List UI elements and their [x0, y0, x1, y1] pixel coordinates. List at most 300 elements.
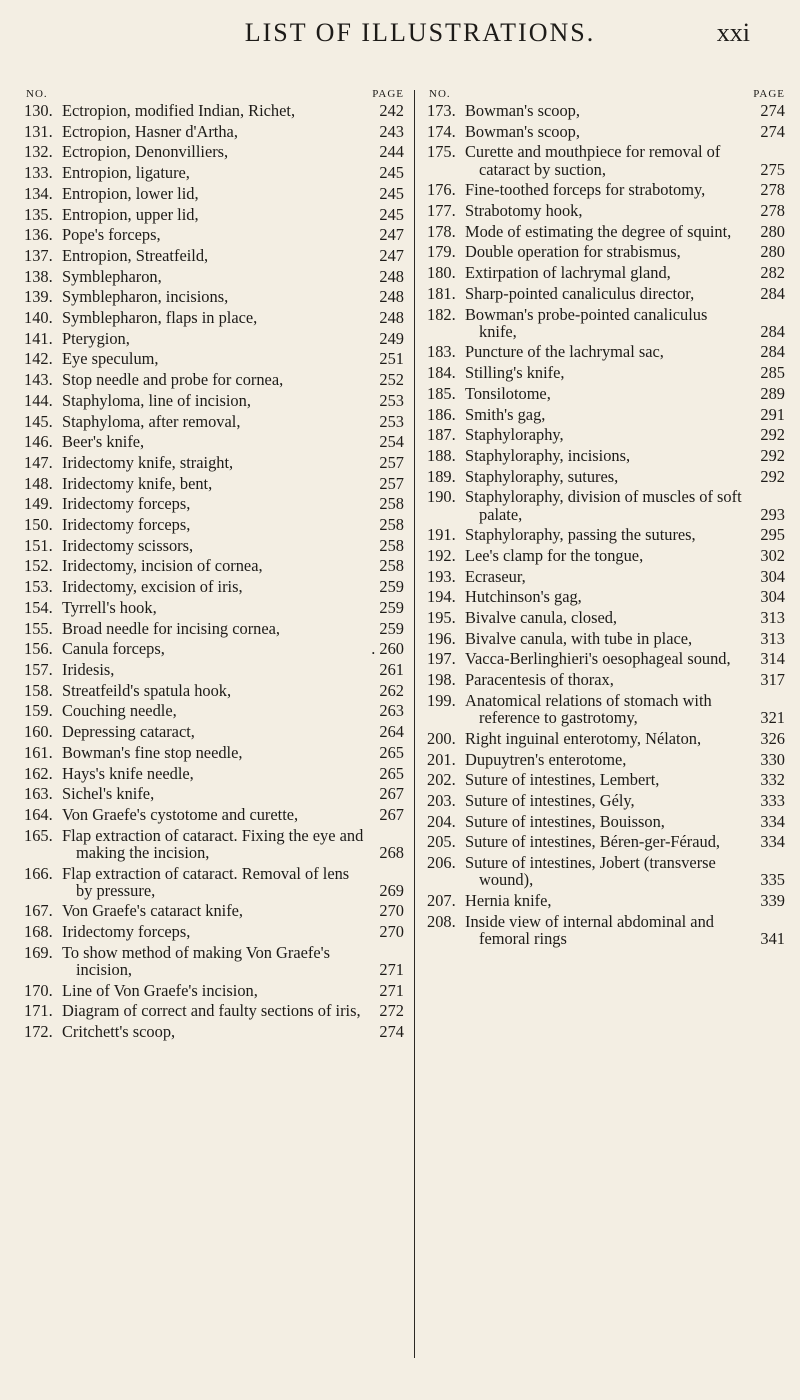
illustration-entry: [24, 516, 404, 533]
entry-page: 259: [379, 577, 404, 597]
entry-title: Beer's knife,: [62, 432, 145, 452]
entry-page: 335: [760, 870, 785, 890]
illustration-entry: [427, 123, 785, 140]
illustration-entry: [24, 785, 404, 802]
entry-title: Flap extraction of cataract. Removal of lens by pressure,: [62, 863, 350, 900]
entry-title: Staphyloma, line of incision,: [62, 390, 251, 410]
entry-number: 134.: [24, 183, 53, 203]
entry-number: 130.: [24, 101, 53, 120]
entry-page: 289: [760, 383, 785, 403]
entry-title: Iridectomy knife, straight,: [62, 452, 234, 472]
entry-title: Entropion, lower lid,: [62, 183, 199, 203]
entry-title: Iridectomy forceps,: [62, 515, 191, 535]
entry-number: 155.: [24, 618, 53, 638]
illustration-entry: [24, 982, 404, 999]
entry-number: 154.: [24, 597, 53, 617]
entry-number: 208.: [427, 911, 456, 931]
entry-title: Ectropion, Denonvilliers,: [62, 142, 229, 162]
entry-title: Anatomical relations of stomach with reference to gastrotomy,: [465, 690, 712, 728]
left-column: [24, 88, 404, 1044]
entry-number: 165.: [24, 825, 53, 845]
entry-page: 271: [379, 960, 404, 980]
entry-title: Bivalve canula, closed,: [465, 608, 618, 628]
entry-number: 140.: [24, 308, 53, 328]
illustration-entry: [24, 827, 404, 861]
entry-page: 274: [760, 121, 785, 141]
entry-page: 243: [379, 121, 404, 141]
illustration-entry: [24, 640, 404, 657]
entry-number: 175.: [427, 142, 456, 162]
illustration-entry: [24, 944, 404, 978]
entry-number: 143.: [24, 370, 53, 390]
entry-number: 137.: [24, 245, 53, 265]
entry-number: 168.: [24, 922, 53, 942]
entry-number: 177.: [427, 201, 456, 221]
illustration-entry: [24, 143, 404, 160]
entry-number: 149.: [24, 494, 53, 514]
entry-number: 145.: [24, 411, 53, 431]
entry-page: 274: [379, 1022, 404, 1042]
entry-number: 173.: [427, 101, 456, 120]
column-header-page: PAGE: [753, 88, 785, 100]
entry-page: 271: [379, 980, 404, 1000]
illustration-entry: [427, 692, 785, 726]
illustration-entry: [24, 226, 404, 243]
illustration-entry: [24, 433, 404, 450]
illustration-entry: [427, 913, 785, 947]
illustration-entry: [24, 309, 404, 326]
entry-page: 251: [379, 349, 404, 369]
entry-number: 194.: [427, 587, 456, 607]
illustration-entry: [24, 164, 404, 181]
entry-page: 245: [379, 183, 404, 203]
column-header-no: NO.: [429, 88, 451, 100]
entry-number: 158.: [24, 680, 53, 700]
illustration-entry: [427, 264, 785, 281]
entry-title: Von Graefe's cystotome and curette,: [62, 804, 299, 824]
entry-title: Suture of intestines, Gély,: [465, 790, 635, 810]
entry-title: Flap extraction of cataract. Fixing the eye and making the incision,: [62, 825, 364, 862]
entry-title: Couching needle,: [62, 701, 177, 721]
entry-number: 203.: [427, 790, 456, 810]
entry-number: 206.: [427, 853, 456, 873]
entry-title: Streatfeild's spatula hook,: [62, 680, 232, 700]
entry-title: Suture of intestines, Jobert (transverse wound),: [465, 853, 716, 890]
illustration-entry: [427, 202, 785, 219]
entry-title: Bowman's scoop,: [465, 121, 580, 141]
illustration-entry: [427, 892, 785, 909]
entry-page: 259: [379, 597, 404, 617]
entry-title: Suture of intestines, Bouisson,: [465, 811, 665, 831]
illustration-entry: [24, 923, 404, 940]
illustration-entry: [427, 181, 785, 198]
entry-title: Stilling's knife,: [465, 363, 565, 383]
entry-number: 157.: [24, 659, 53, 679]
entry-title: Bowman's fine stop needle,: [62, 742, 243, 762]
entry-number: 176.: [427, 180, 456, 200]
illustration-entry: [24, 495, 404, 512]
illustration-entry: [427, 730, 785, 747]
entry-title: Entropion, Streatfeild,: [62, 245, 209, 265]
illustration-entry: [427, 343, 785, 360]
illustration-entry: [24, 1002, 404, 1019]
entry-number: 136.: [24, 225, 53, 245]
entry-title: Symblepharon,: [62, 266, 162, 286]
entry-page: 264: [379, 722, 404, 742]
illustration-entry: [427, 671, 785, 688]
entry-number: 183.: [427, 342, 456, 362]
entry-title: Staphyloraphy, incisions,: [465, 445, 631, 465]
running-header: [80, 18, 760, 68]
illustration-entry: [24, 557, 404, 574]
entry-number: 199.: [427, 690, 456, 710]
entry-title: Bivalve canula, with tube in place,: [465, 628, 693, 648]
entry-page: 249: [379, 328, 404, 348]
illustration-entry: [427, 751, 785, 768]
illustration-entry: [24, 702, 404, 719]
entry-page: 248: [379, 287, 404, 307]
entry-page: 284: [760, 342, 785, 362]
illustration-entry: [427, 854, 785, 888]
column-header-no: NO.: [26, 88, 48, 100]
entry-page: 253: [379, 411, 404, 431]
entry-number: 180.: [427, 263, 456, 283]
entry-title: Sharp-pointed canaliculus director,: [465, 283, 695, 303]
entry-number: 151.: [24, 535, 53, 555]
entry-page: 258: [379, 494, 404, 514]
entry-number: 141.: [24, 328, 53, 348]
entry-page: 284: [760, 283, 785, 303]
entry-title: Suture of intestines, Lembert,: [465, 770, 660, 790]
entry-number: 150.: [24, 515, 53, 535]
entry-page: 272: [379, 1001, 404, 1021]
entry-number: 190.: [427, 487, 456, 507]
entry-number: 163.: [24, 784, 53, 804]
illustration-entry: [24, 902, 404, 919]
entry-page: 334: [760, 811, 785, 831]
right-column: [427, 88, 785, 951]
illustration-entry: [24, 578, 404, 595]
entry-title: Bowman's probe-pointed canaliculus knife,: [465, 304, 708, 341]
illustration-entry: [427, 650, 785, 667]
entry-page: 247: [379, 245, 404, 265]
entry-title: Ectropion, modified Indian, Richet,: [62, 101, 296, 120]
entry-number: 197.: [427, 649, 456, 669]
entry-page: 257: [379, 452, 404, 472]
entry-title: Staphyloma, after removal,: [62, 411, 241, 431]
entry-page: 258: [379, 535, 404, 555]
entry-title: Double operation for strabismus,: [465, 242, 681, 262]
entry-page: 274: [760, 101, 785, 120]
entry-title: Critchett's scoop,: [62, 1022, 176, 1042]
entry-title: Dupuytren's enterotome,: [465, 749, 627, 769]
entry-page: 291: [760, 404, 785, 424]
entry-number: 156.: [24, 639, 53, 659]
entry-number: 144.: [24, 390, 53, 410]
entry-number: 191.: [427, 525, 456, 545]
entry-number: 193.: [427, 566, 456, 586]
entry-number: 166.: [24, 863, 53, 883]
entry-page: 254: [379, 432, 404, 452]
entry-number: 201.: [427, 749, 456, 769]
entry-title: Depressing cataract,: [62, 722, 195, 742]
illustration-entry: [24, 247, 404, 264]
entry-title: Symblepharon, flaps in place,: [62, 308, 258, 328]
entry-title: Broad needle for incising cornea,: [62, 618, 281, 638]
illustration-entry: [427, 526, 785, 543]
entry-page: 292: [760, 445, 785, 465]
illustration-entry: [24, 288, 404, 305]
entry-title: Staphyloraphy, division of muscles of soft palate,: [465, 487, 742, 524]
entry-number: 174.: [427, 121, 456, 141]
entry-number: 162.: [24, 763, 53, 783]
illustration-entry: [24, 350, 404, 367]
entry-title: Puncture of the lachrymal sac,: [465, 342, 664, 362]
entry-title: Iridectomy forceps,: [62, 494, 191, 514]
illustration-entry: [427, 426, 785, 443]
illustration-entry: [24, 475, 404, 492]
entry-page: 321: [760, 708, 785, 728]
entry-page: 284: [760, 321, 785, 341]
entry-number: 169.: [24, 942, 53, 962]
entry-title: Tonsilotome,: [465, 383, 551, 403]
entry-title: Bowman's scoop,: [465, 101, 580, 120]
illustration-entry: [24, 620, 404, 637]
entry-number: 133.: [24, 163, 53, 183]
entry-page: 262: [379, 680, 404, 700]
entry-title: Hutchinson's gag,: [465, 587, 582, 607]
entry-page: 263: [379, 701, 404, 721]
entry-page: 295: [760, 525, 785, 545]
illustration-entry: [427, 223, 785, 240]
illustration-entry: [24, 268, 404, 285]
entry-page: 317: [760, 670, 785, 690]
entry-page: 247: [379, 225, 404, 245]
illustration-entry: [24, 661, 404, 678]
entry-page: 304: [760, 566, 785, 586]
entry-title: Iridectomy, excision of iris,: [62, 577, 243, 597]
entry-title: Tyrrell's hook,: [62, 597, 157, 617]
entry-number: 202.: [427, 770, 456, 790]
entry-page: 248: [379, 266, 404, 286]
entry-number: 182.: [427, 304, 456, 324]
entry-title: Entropion, upper lid,: [62, 204, 199, 224]
entry-number: 161.: [24, 742, 53, 762]
entry-number: 185.: [427, 383, 456, 403]
entry-title: Eye speculum,: [62, 349, 159, 369]
entry-page: 313: [760, 628, 785, 648]
illustration-entry: [427, 833, 785, 850]
entry-page: 267: [379, 804, 404, 824]
entry-title: Iridectomy forceps,: [62, 922, 191, 942]
illustration-entry: [427, 488, 785, 522]
illustration-entry: [24, 1023, 404, 1040]
entry-number: 170.: [24, 980, 53, 1000]
illustration-entry: [24, 392, 404, 409]
entry-title: Staphyloraphy, passing the sutures,: [465, 525, 696, 545]
entry-number: 167.: [24, 901, 53, 921]
illustration-entry: [427, 102, 785, 119]
entry-title: Pterygion,: [62, 328, 130, 348]
entry-number: 189.: [427, 466, 456, 486]
illustration-entry: [24, 723, 404, 740]
entry-page: 244: [379, 142, 404, 162]
entry-title: Von Graefe's cataract knife,: [62, 901, 244, 921]
entry-title: Mode of estimating the degree of squint,: [465, 221, 732, 241]
entry-title: Ecraseur,: [465, 566, 526, 586]
entry-number: 204.: [427, 811, 456, 831]
column-divider: [414, 90, 415, 1358]
page-title: LIST OF ILLUSTRATIONS.: [244, 18, 596, 47]
entry-page: 253: [379, 390, 404, 410]
entry-title: Ectropion, Hasner d'Artha,: [62, 121, 238, 141]
entry-number: 148.: [24, 473, 53, 493]
illustration-entry: [24, 371, 404, 388]
entry-page: . 260: [371, 639, 404, 659]
illustration-entry: [24, 806, 404, 823]
illustration-entry: [24, 123, 404, 140]
entry-page: 332: [760, 770, 785, 790]
entry-page: 282: [760, 263, 785, 283]
entry-title: Right inguinal enterotomy, Nélaton,: [465, 728, 702, 748]
illustration-entry: [427, 143, 785, 177]
illustration-entry: [24, 537, 404, 554]
entry-page: 292: [760, 466, 785, 486]
entry-page: 304: [760, 587, 785, 607]
entry-number: 198.: [427, 670, 456, 690]
entry-page: 265: [379, 742, 404, 762]
entry-title: Diagram of correct and faulty sections of iris,: [62, 1001, 361, 1021]
entry-title: Fine-toothed forceps for strabotomy,: [465, 180, 706, 200]
entry-number: 178.: [427, 221, 456, 241]
entry-number: 160.: [24, 722, 53, 742]
entry-page: 275: [760, 159, 785, 179]
entry-number: 172.: [24, 1022, 53, 1042]
entry-number: 192.: [427, 545, 456, 565]
entry-page: 330: [760, 749, 785, 769]
entry-number: 205.: [427, 832, 456, 852]
entry-page: 269: [379, 880, 404, 900]
entry-page: 261: [379, 659, 404, 679]
entry-page: 259: [379, 618, 404, 638]
illustration-entry: [427, 243, 785, 260]
entry-page: 313: [760, 608, 785, 628]
page-number: xxi: [716, 18, 750, 47]
illustration-entry: [24, 454, 404, 471]
entry-page: 248: [379, 308, 404, 328]
entry-number: 135.: [24, 204, 53, 224]
illustration-entry: [427, 406, 785, 423]
illustration-entry: [24, 413, 404, 430]
entry-page: 326: [760, 728, 785, 748]
entry-number: 132.: [24, 142, 53, 162]
entry-number: 138.: [24, 266, 53, 286]
entry-title: Hernia knife,: [465, 890, 552, 910]
entry-title: Staphyloraphy,: [465, 425, 564, 445]
entry-title: Extirpation of lachrymal gland,: [465, 263, 671, 283]
entry-page: 245: [379, 163, 404, 183]
entry-page: 314: [760, 649, 785, 669]
entry-page: 267: [379, 784, 404, 804]
column-header-page: PAGE: [372, 88, 404, 100]
entry-page: 258: [379, 556, 404, 576]
entry-number: 159.: [24, 701, 53, 721]
entry-number: 139.: [24, 287, 53, 307]
entry-page: 278: [760, 180, 785, 200]
entry-number: 186.: [427, 404, 456, 424]
entry-page: 302: [760, 545, 785, 565]
illustration-entry: [427, 364, 785, 381]
entry-page: 252: [379, 370, 404, 390]
entry-title: Canula forceps,: [62, 639, 165, 659]
entry-title: Iridesis,: [62, 659, 115, 679]
illustration-entry: [427, 792, 785, 809]
entry-title: Paracentesis of thorax,: [465, 670, 614, 690]
entry-title: Iridectomy scissors,: [62, 535, 194, 555]
entry-title: Vacca-Berlinghieri's oesophageal sound,: [465, 649, 731, 669]
entry-title: Stop needle and probe for cornea,: [62, 370, 284, 390]
illustration-entry: [24, 206, 404, 223]
entry-title: Staphyloraphy, sutures,: [465, 466, 619, 486]
entry-number: 207.: [427, 890, 456, 910]
illustration-entry: [427, 468, 785, 485]
entry-title: Pope's forceps,: [62, 225, 161, 245]
entry-title: Suture of intestines, Béren-ger-Féraud,: [465, 832, 721, 852]
entry-number: 164.: [24, 804, 53, 824]
illustration-entry: [24, 765, 404, 782]
entry-number: 131.: [24, 121, 53, 141]
entry-title: Symblepharon, incisions,: [62, 287, 229, 307]
illustration-entry: [24, 682, 404, 699]
entry-title: Iridectomy, incision of cornea,: [62, 556, 263, 576]
entry-page: 333: [760, 790, 785, 810]
entry-title: Lee's clamp for the tongue,: [465, 545, 644, 565]
entry-page: 258: [379, 515, 404, 535]
entry-number: 187.: [427, 425, 456, 445]
entry-number: 181.: [427, 283, 456, 303]
entry-title: Inside view of internal abdominal and femoral rings: [465, 911, 714, 948]
entry-title: Smith's gag,: [465, 404, 546, 424]
entry-title: Sichel's knife,: [62, 784, 155, 804]
entry-title: Iridectomy knife, bent,: [62, 473, 213, 493]
illustration-entry: [427, 609, 785, 626]
illustration-entry: [24, 185, 404, 202]
entry-number: 200.: [427, 728, 456, 748]
illustration-entry: [427, 568, 785, 585]
entry-number: 153.: [24, 577, 53, 597]
entry-number: 184.: [427, 363, 456, 383]
illustration-entry: [427, 588, 785, 605]
entry-title: Hays's knife needle,: [62, 763, 194, 783]
entry-number: 171.: [24, 1001, 53, 1021]
entry-number: 195.: [427, 608, 456, 628]
entry-page: 341: [760, 928, 785, 948]
column-header: [24, 88, 404, 102]
entry-page: 270: [379, 922, 404, 942]
entry-title: Entropion, ligature,: [62, 163, 190, 183]
entry-page: 245: [379, 204, 404, 224]
entry-page: 278: [760, 201, 785, 221]
illustration-entry: [427, 306, 785, 340]
entry-page: 280: [760, 221, 785, 241]
illustration-entry: [427, 385, 785, 402]
illustration-entry: [427, 447, 785, 464]
entry-number: 179.: [427, 242, 456, 262]
entry-page: 334: [760, 832, 785, 852]
entry-number: 146.: [24, 432, 53, 452]
entry-title: Strabotomy hook,: [465, 201, 583, 221]
entry-page: 293: [760, 504, 785, 524]
